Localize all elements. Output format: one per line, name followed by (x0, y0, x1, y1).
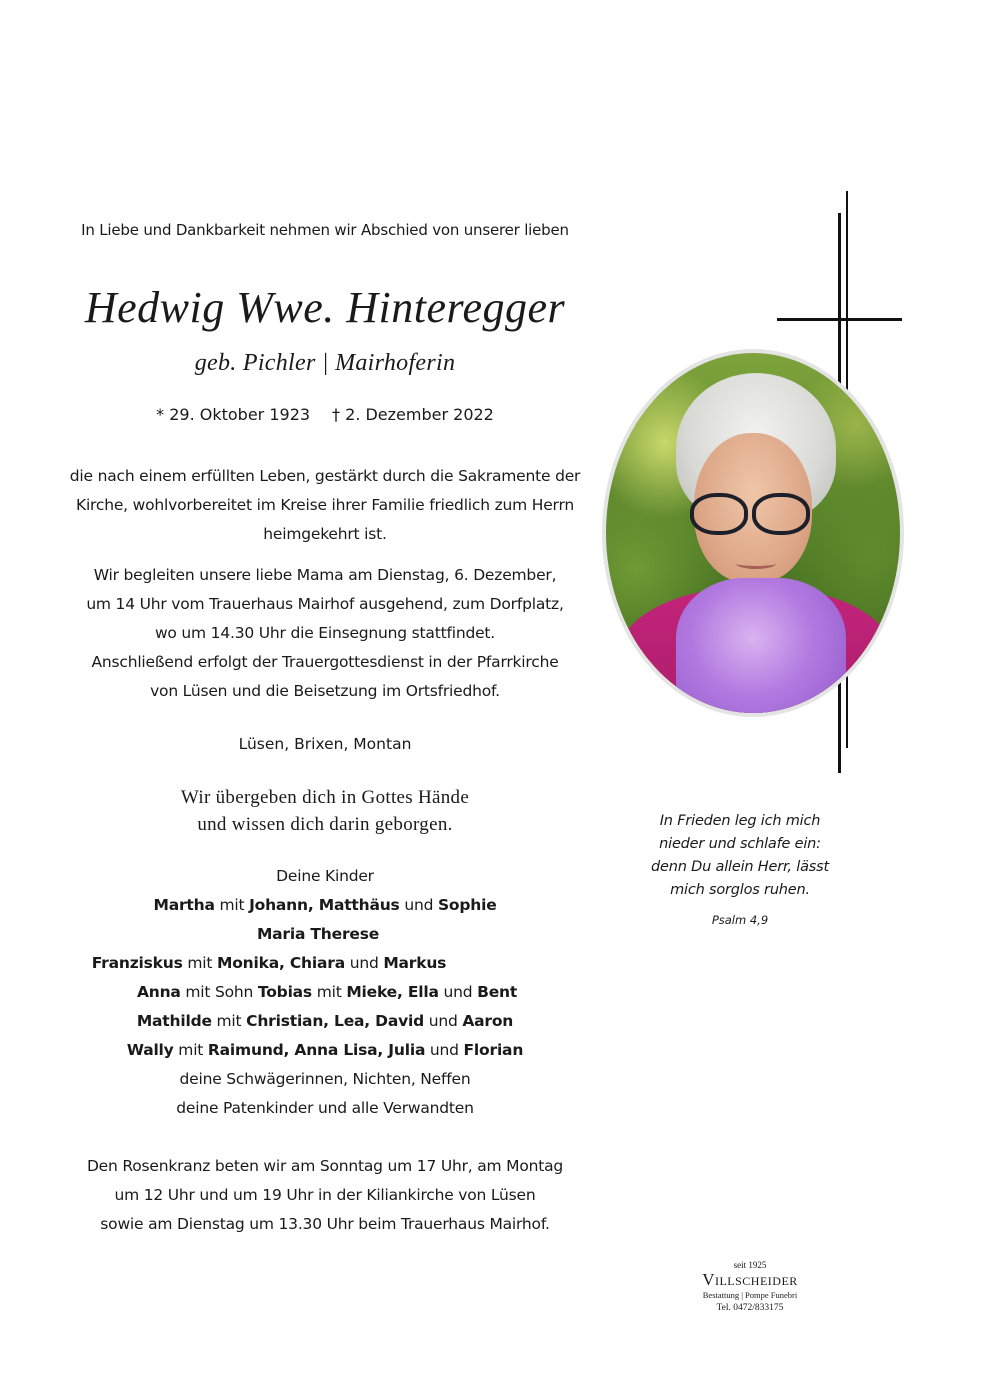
logo-subtitle: Bestattung | Pompe Funebri (702, 1290, 798, 1300)
psalm-line: nieder und schlafe ein: (659, 836, 821, 852)
portrait-photo (606, 353, 900, 713)
verse-line: und wissen dich darin geborgen. (197, 814, 453, 835)
family-connector: mit (214, 896, 250, 914)
paragraph-line: Wir begleiten unsere liebe Mama am Dienstag, 6. Dezember, (93, 566, 557, 584)
family-connector: mit Sohn (180, 983, 258, 1001)
family-member-name: Christian, Lea, David (246, 1012, 425, 1030)
family-connector: und (425, 1041, 464, 1059)
family-connector: und (344, 954, 384, 972)
logo-phone: Tel. 0472/833175 (716, 1303, 784, 1313)
glasses-icon (690, 493, 748, 535)
logo-since: seit 1925 (733, 1260, 767, 1270)
family-member-name: Florian (463, 1041, 524, 1059)
relatives-line: deine Schwägerinnen, Nichten, Neffen (179, 1070, 471, 1088)
family-member-name: Franziskus (91, 954, 183, 972)
psalm-line: In Frieden leg ich mich (659, 813, 821, 829)
family-member-name: Bent (477, 983, 518, 1001)
deceased-name: Hedwig Wwe. Hinteregger (84, 283, 566, 332)
relatives-line: deine Patenkinder und alle Verwandten (176, 1099, 474, 1117)
family-connector: und (399, 896, 438, 914)
logo-name: Villscheider (702, 1270, 798, 1289)
verse-line: Wir übergeben dich in Gottes Hände (180, 787, 470, 808)
family-connector: und (424, 1012, 463, 1030)
family-row (60, 978, 590, 1007)
psalm-quote (640, 810, 840, 902)
farewell-verse (60, 784, 590, 838)
family-row (60, 891, 590, 920)
portrait-scarf (676, 578, 846, 713)
paragraph-line: Den Rosenkranz beten wir am Sonntag um 17 Uhr, am Montag (86, 1157, 564, 1175)
family-member-name: Markus (383, 954, 447, 972)
paragraph-line: die nach einem erfüllten Leben, gestärkt durch die Sakramente der (69, 467, 581, 485)
family-row (60, 920, 590, 949)
family-member-name: Mieke, Ella (346, 983, 439, 1001)
paragraph-line: wo um 14.30 Uhr die Einsegnung stattfindet. (154, 624, 496, 642)
birth-date: * 29. Oktober 1923 (156, 405, 311, 424)
passing-paragraph (60, 462, 590, 549)
paragraph-line: sowie am Dienstag um 13.30 Uhr beim Trauerhaus Mairhof. (100, 1215, 550, 1233)
family-member-name: Martha (153, 896, 215, 914)
family-member-name: Anna (136, 983, 181, 1001)
family-member-name: Monika, Chiara (217, 954, 345, 972)
family-rows (60, 891, 590, 1065)
death-date: † 2. Dezember 2022 (332, 405, 494, 424)
family-member-name: Wally (126, 1041, 174, 1059)
intro-text: In Liebe und Dankbarkeit nehmen wir Abschied von unserer lieben (81, 221, 569, 239)
maiden-name-line: geb. Pichler | Mairhoferin (194, 350, 456, 376)
family-member-name: Raimund, Anna Lisa, Julia (207, 1041, 426, 1059)
paragraph-line: Anschließend erfolgt der Trauergottesdienst in der Pfarrkirche (91, 653, 559, 671)
paragraph-line: von Lüsen und die Beisetzung im Ortsfriedhof. (150, 682, 500, 700)
cross-icon-crossbar (777, 318, 902, 321)
family-heading: Deine Kinder (276, 867, 374, 885)
funeral-home-logo (660, 1260, 840, 1315)
paragraph-line: heimgekehrt ist. (263, 525, 387, 543)
family-connector: mit (311, 983, 347, 1001)
psalm-reference: Psalm 4,9 (711, 913, 769, 927)
glasses-icon (752, 493, 810, 535)
psalm-line: denn Du allein Herr, lässt (651, 859, 829, 875)
family-row (60, 1036, 590, 1065)
family-member-name: Mathilde (136, 1012, 212, 1030)
family-member-name: Sophie (437, 896, 497, 914)
paragraph-line: um 12 Uhr und um 19 Uhr in der Kiliankirche von Lüsen (114, 1186, 536, 1204)
family-member-name: Tobias (257, 983, 312, 1001)
family-row (60, 949, 590, 978)
family-member-name: Maria Therese (256, 925, 380, 943)
life-dates (60, 405, 590, 424)
family-member-name: Johann, Matthäus (249, 896, 400, 914)
family-connector: mit (211, 1012, 247, 1030)
portrait-mouth (736, 558, 776, 569)
paragraph-line: um 14 Uhr vom Trauerhaus Mairhof ausgehend, zum Dorfplatz, (86, 595, 564, 613)
family-list (60, 862, 590, 1123)
places: Lüsen, Brixen, Montan (238, 735, 412, 753)
rosary-paragraph (60, 1152, 590, 1239)
family-connector: und (438, 983, 478, 1001)
family-connector: mit (182, 954, 217, 972)
psalm-line: mich sorglos ruhen. (670, 882, 810, 898)
family-member-name: Aaron (462, 1012, 514, 1030)
paragraph-line: Kirche, wohlvorbereitet im Kreise ihrer Familie friedlich zum Herrn (75, 496, 574, 514)
funeral-paragraph (60, 561, 590, 706)
family-connector: mit (173, 1041, 208, 1059)
family-row (60, 1007, 590, 1036)
